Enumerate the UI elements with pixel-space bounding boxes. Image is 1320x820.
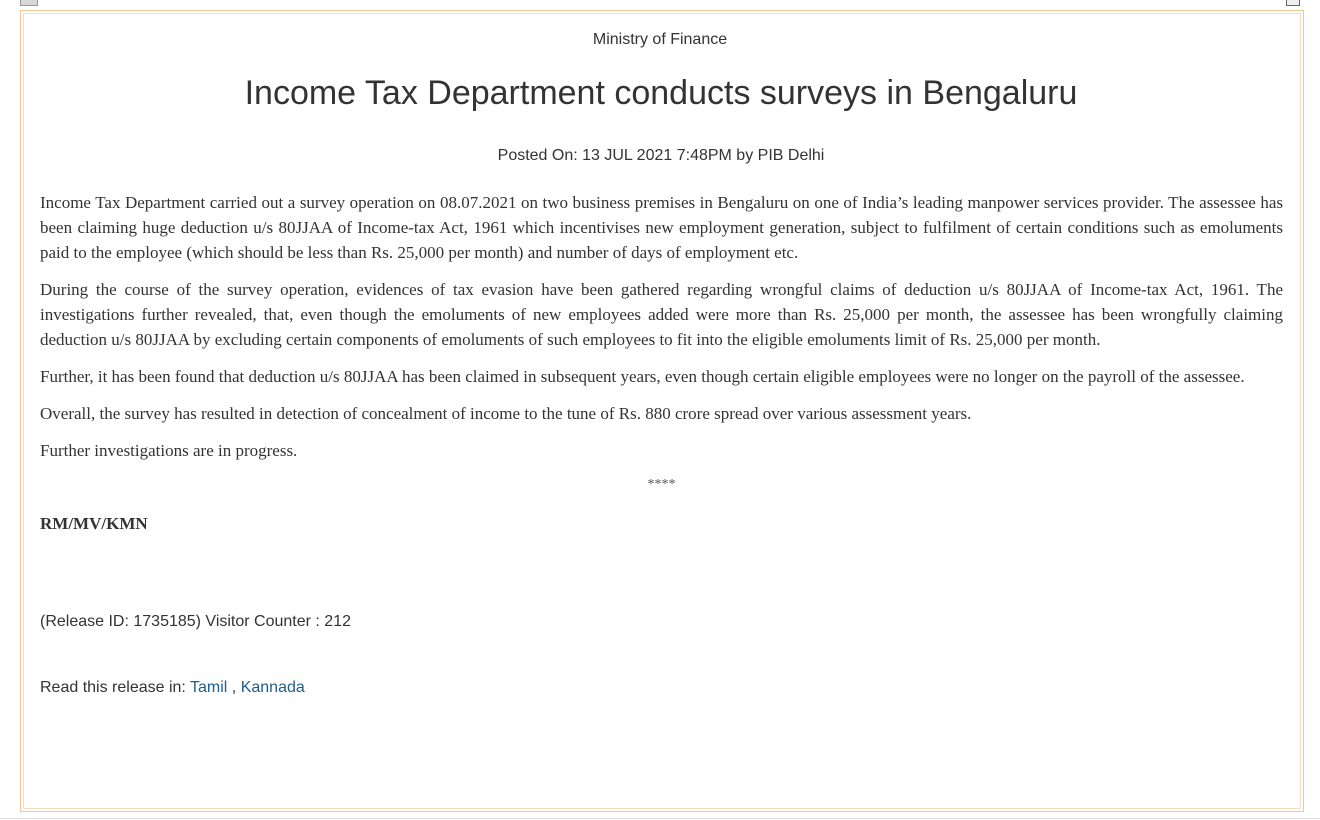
reference-code: RM/MV/KMN	[40, 514, 148, 533]
bottom-divider	[0, 818, 1320, 819]
body-paragraph: Further investigations are in progress.	[40, 441, 298, 460]
print-icon[interactable]	[1286, 0, 1300, 6]
language-link-tamil[interactable]: Tamil	[190, 679, 228, 696]
ministry-name: Ministry of Finance	[592, 31, 728, 48]
posted-on: Posted On: 13 JUL 2021 7:48PM by PIB Delhi	[497, 147, 825, 164]
window-corner-icon	[20, 0, 38, 6]
release-body	[40, 190, 1283, 548]
page-title: Income Tax Department conducts surveys in Bengaluru	[244, 74, 1078, 112]
read-in-label: Read this release in:	[40, 679, 191, 696]
body-paragraph: Overall, the survey has resulted in detection of concealment of income to the tune of Rs. 880 crore spread over various assessment years.	[40, 404, 972, 423]
body-paragraph: During the course of the survey operation, evidences of tax evasion have been gathered regarding wrongful claims of deduction u/s 80JJAA of Income-tax Act, 1961. The investigations further revealed, that, even though the emoluments of new employees added were more than Rs. 25,000 per month, the assessee has been wrongfully claiming deduction u/s 80JJAA by excluding certain components of emoluments of such employees to fit into the eligible emoluments limit of Rs. 25,000 per month.	[40, 280, 1283, 349]
release-info: (Release ID: 1735185) Visitor Counter : 212	[40, 613, 351, 630]
body-paragraph: Income Tax Department carried out a survey operation on 08.07.2021 on two business premises in Bengaluru on one of India’s leading manpower services provider. The assessee has been claiming huge deduction u/s 80JJAA of Income-tax Act, 1961 which incentivises new employment generation, subject to fulfilment of certain conditions such as emoluments paid to the employee (which should be less than Rs. 25,000 per month) and number of days of employment etc.	[40, 193, 1283, 262]
language-link-kannada[interactable]: Kannada	[240, 679, 305, 696]
read-in-languages	[40, 679, 305, 697]
body-paragraph: Further, it has been found that deduction u/s 80JJAA has been claimed in subsequent years, even though certain eligible employees were no longer on the payroll of the assessee.	[40, 367, 1245, 386]
separator-stars: ****	[647, 477, 676, 492]
language-separator: ,	[227, 679, 241, 696]
